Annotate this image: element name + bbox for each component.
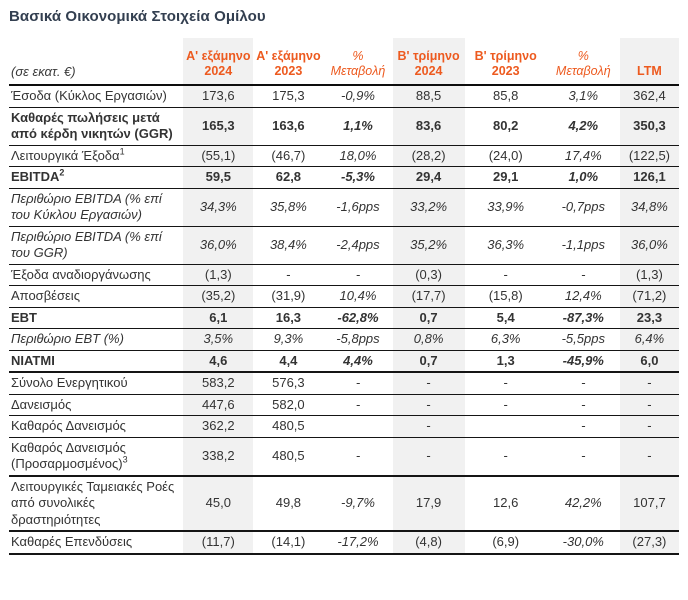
value-cell: 576,3	[253, 372, 323, 394]
value-cell: 6,0	[620, 350, 679, 372]
value-cell: -17,2%	[323, 531, 392, 554]
value-cell: 17,4%	[547, 145, 620, 167]
value-cell: 583,2	[183, 372, 253, 394]
value-cell: 3,5%	[183, 329, 253, 351]
value-cell: 33,2%	[393, 188, 465, 226]
column-header: Α' εξάμηνο 2024	[183, 38, 253, 85]
value-cell: 36,3%	[465, 226, 547, 264]
value-cell: -5,5pps	[547, 329, 620, 351]
value-cell: 5,4	[465, 307, 547, 329]
footnote-marker: 2	[59, 167, 65, 178]
table-row	[9, 286, 679, 308]
value-cell: 62,8	[253, 167, 323, 189]
row-label: Αποσβέσεις	[9, 286, 183, 308]
table-row	[9, 372, 679, 394]
value-cell: -	[547, 437, 620, 476]
row-label: Καθαρές πωλήσεις μετά από κέρδη νικητών (GGR)	[9, 107, 183, 145]
value-cell: 9,3%	[253, 329, 323, 351]
table-row	[9, 350, 679, 372]
value-cell: 350,3	[620, 107, 679, 145]
value-cell: (46,7)	[253, 145, 323, 167]
value-cell: 107,7	[620, 476, 679, 532]
value-cell: -	[547, 372, 620, 394]
row-label: Περιθώριο EBITDA (% επί του Κύκλου Εργασιών)	[9, 188, 183, 226]
financial-table	[9, 38, 679, 555]
row-label: NIATMI	[9, 350, 183, 372]
value-cell: -	[323, 264, 392, 286]
value-cell: 6,4%	[620, 329, 679, 351]
value-cell: -	[393, 437, 465, 476]
table-row	[9, 188, 679, 226]
column-header: Α' εξάμηνο 2023	[253, 38, 323, 85]
value-cell: 6,3%	[465, 329, 547, 351]
value-cell: 34,3%	[183, 188, 253, 226]
value-cell: 12,4%	[547, 286, 620, 308]
value-cell: -	[620, 416, 679, 438]
value-cell: 362,2	[183, 416, 253, 438]
value-cell: 4,6	[183, 350, 253, 372]
column-header: LTM	[620, 38, 679, 85]
value-cell: 80,2	[465, 107, 547, 145]
value-cell: -0,9%	[323, 85, 392, 107]
value-cell: -	[465, 372, 547, 394]
value-cell: 4,2%	[547, 107, 620, 145]
value-cell: 29,1	[465, 167, 547, 189]
value-cell: -87,3%	[547, 307, 620, 329]
table-row	[9, 307, 679, 329]
column-header: % Μεταβολή	[323, 38, 392, 85]
row-label: Καθαρός Δανεισμός	[9, 416, 183, 438]
value-cell	[465, 416, 547, 438]
value-cell: 34,8%	[620, 188, 679, 226]
value-cell: -	[323, 372, 392, 394]
value-cell: -9,7%	[323, 476, 392, 532]
value-cell: 12,6	[465, 476, 547, 532]
value-cell: -	[323, 394, 392, 416]
value-cell: (6,9)	[465, 531, 547, 554]
column-header: Β' τρίμηνο 2023	[465, 38, 547, 85]
value-cell: -45,9%	[547, 350, 620, 372]
value-cell: (71,2)	[620, 286, 679, 308]
value-cell: 165,3	[183, 107, 253, 145]
value-cell: (15,8)	[465, 286, 547, 308]
value-cell: (14,1)	[253, 531, 323, 554]
row-label: Καθαρές Επενδύσεις	[9, 531, 183, 554]
table-row	[9, 531, 679, 554]
value-cell: -	[547, 264, 620, 286]
value-cell: 10,4%	[323, 286, 392, 308]
row-label: Λειτουργικά Έξοδα$^1$	[9, 145, 183, 167]
value-cell: (24,0)	[465, 145, 547, 167]
value-cell: 1,3	[465, 350, 547, 372]
value-cell: (55,1)	[183, 145, 253, 167]
row-label: EBT	[9, 307, 183, 329]
value-cell: 42,2%	[547, 476, 620, 532]
value-cell: 362,4	[620, 85, 679, 107]
value-cell: -1,6pps	[323, 188, 392, 226]
table-row	[9, 329, 679, 351]
row-label: Έσοδα (Κύκλος Εργασιών)	[9, 85, 183, 107]
value-cell: 1,1%	[323, 107, 392, 145]
value-cell: -	[620, 394, 679, 416]
value-cell	[323, 416, 392, 438]
table-row	[9, 226, 679, 264]
value-cell: (122,5)	[620, 145, 679, 167]
table-row	[9, 394, 679, 416]
value-cell: -	[393, 416, 465, 438]
table-row	[9, 85, 679, 107]
value-cell: 163,6	[253, 107, 323, 145]
value-cell: 4,4%	[323, 350, 392, 372]
value-cell: 35,8%	[253, 188, 323, 226]
value-cell: 33,9%	[465, 188, 547, 226]
table-row	[9, 107, 679, 145]
row-label: EBITDA$^2$	[9, 167, 183, 189]
row-label: Έξοδα αναδιοργάνωσης	[9, 264, 183, 286]
value-cell: 582,0	[253, 394, 323, 416]
value-cell: 45,0	[183, 476, 253, 532]
column-header: % Μεταβολή	[547, 38, 620, 85]
value-cell: 88,5	[393, 85, 465, 107]
value-cell: (17,7)	[393, 286, 465, 308]
value-cell: 3,1%	[547, 85, 620, 107]
value-cell: 480,5	[253, 437, 323, 476]
value-cell: (1,3)	[620, 264, 679, 286]
value-cell: 338,2	[183, 437, 253, 476]
value-cell: 23,3	[620, 307, 679, 329]
footnote-marker: 1	[119, 146, 125, 157]
value-cell: (27,3)	[620, 531, 679, 554]
value-cell: (11,7)	[183, 531, 253, 554]
value-cell: 1,0%	[547, 167, 620, 189]
value-cell: -	[465, 264, 547, 286]
row-label: Περιθώριο EBT (%)	[9, 329, 183, 351]
value-cell: 4,4	[253, 350, 323, 372]
value-cell: 85,8	[465, 85, 547, 107]
value-cell: 6,1	[183, 307, 253, 329]
value-cell: 36,0%	[620, 226, 679, 264]
row-label: Σύνολο Ενεργητικού	[9, 372, 183, 394]
value-cell: -	[323, 437, 392, 476]
value-cell: -	[547, 416, 620, 438]
value-cell: -	[393, 394, 465, 416]
value-cell: -62,8%	[323, 307, 392, 329]
value-cell: -2,4pps	[323, 226, 392, 264]
unit-label: (σε εκατ. €)	[9, 38, 183, 85]
value-cell: 17,9	[393, 476, 465, 532]
value-cell: 38,4%	[253, 226, 323, 264]
value-cell: -	[465, 437, 547, 476]
footnote-marker: 3	[122, 454, 128, 465]
column-header: Β' τρίμηνο 2024	[393, 38, 465, 85]
value-cell: (4,8)	[393, 531, 465, 554]
table-row	[9, 416, 679, 438]
value-cell: -30,0%	[547, 531, 620, 554]
value-cell: 173,6	[183, 85, 253, 107]
row-label: Περιθώριο EBITDA (% επί του GGR)	[9, 226, 183, 264]
value-cell: 447,6	[183, 394, 253, 416]
value-cell: -5,8pps	[323, 329, 392, 351]
value-cell: 59,5	[183, 167, 253, 189]
value-cell: -	[620, 372, 679, 394]
row-label: Καθαρός Δανεισμός $(\Pi\rho o\sigma\alpha\rho\mu o\sigma\mu έ\nu o\varsigma)^3$	[9, 437, 183, 476]
table-row	[9, 145, 679, 167]
value-cell: 36,0%	[183, 226, 253, 264]
row-label: Δανεισμός	[9, 394, 183, 416]
value-cell: 175,3	[253, 85, 323, 107]
value-cell: 0,7	[393, 307, 465, 329]
value-cell: -	[253, 264, 323, 286]
value-cell: -	[393, 372, 465, 394]
value-cell: 29,4	[393, 167, 465, 189]
value-cell: 49,8	[253, 476, 323, 532]
value-cell: -	[547, 394, 620, 416]
row-label: Λειτουργικές Ταμειακές Ροές από συνολικές δραστηριότητες	[9, 476, 183, 532]
value-cell: 16,3	[253, 307, 323, 329]
page-title: Βασικά Οικονομικά Στοιχεία Ομίλου	[9, 8, 266, 25]
value-cell: -	[465, 394, 547, 416]
value-cell: (0,3)	[393, 264, 465, 286]
value-cell: 126,1	[620, 167, 679, 189]
value-cell: 83,6	[393, 107, 465, 145]
value-cell: (28,2)	[393, 145, 465, 167]
value-cell: 480,5	[253, 416, 323, 438]
table-row	[9, 167, 679, 189]
value-cell: -	[620, 437, 679, 476]
table-row	[9, 264, 679, 286]
value-cell: (31,9)	[253, 286, 323, 308]
value-cell: (35,2)	[183, 286, 253, 308]
header-row	[9, 38, 679, 85]
value-cell: 0,7	[393, 350, 465, 372]
value-cell: 35,2%	[393, 226, 465, 264]
table-row	[9, 476, 679, 532]
value-cell: (1,3)	[183, 264, 253, 286]
value-cell: -1,1pps	[547, 226, 620, 264]
table-row	[9, 437, 679, 476]
value-cell: 18,0%	[323, 145, 392, 167]
value-cell: -0,7pps	[547, 188, 620, 226]
value-cell: 0,8%	[393, 329, 465, 351]
value-cell: -5,3%	[323, 167, 392, 189]
